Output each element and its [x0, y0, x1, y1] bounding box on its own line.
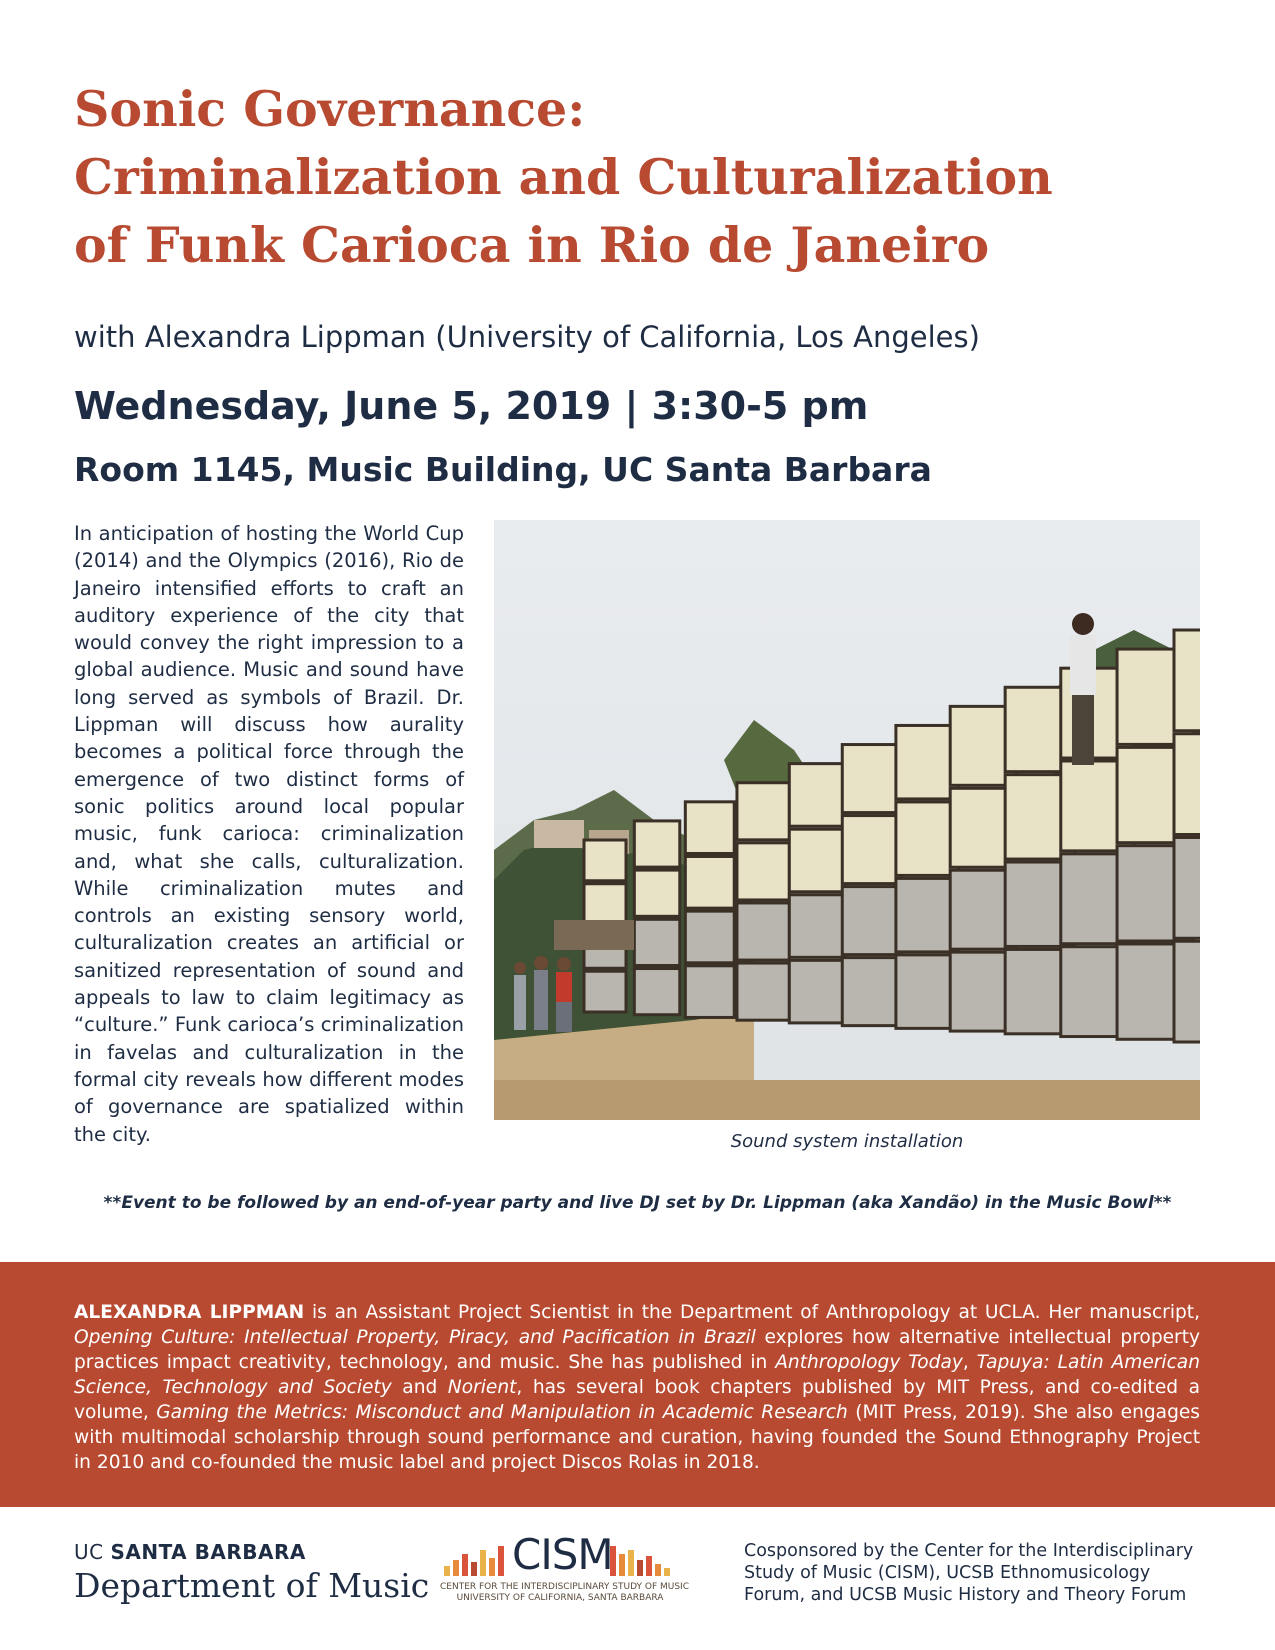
worker-head	[557, 957, 571, 971]
worker-head	[534, 956, 548, 970]
title-line-2: Criminalization and Culturalization	[74, 148, 1053, 206]
speaker-cabinet	[634, 870, 679, 916]
speaker-cabinet	[737, 783, 789, 840]
bio-text: , has several book chapters published by MIT Press, and co-edited a volume,	[74, 1377, 1200, 1423]
bio-volume-title: Gaming the Metrics: Misconduct and Manipulation in Academic Research	[156, 1402, 848, 1423]
sound-system-illustration	[494, 520, 1200, 1120]
man-head	[1072, 613, 1094, 635]
bio-text: explores how alternative intellectual property practices impact creativity, technology, and music. She has published in	[74, 1327, 1200, 1373]
speaker-cabinet	[789, 829, 845, 892]
speaker-cabinet	[634, 821, 679, 867]
speaker-bio	[74, 1300, 1200, 1475]
speaker-cabinet	[842, 887, 901, 955]
cism-bar	[655, 1564, 661, 1576]
ucsb-prefix: UC	[74, 1540, 111, 1564]
cism-bar	[471, 1562, 477, 1576]
speaker-cabinet	[1174, 838, 1200, 939]
ucsb-wordmark	[74, 1540, 429, 1564]
speaker-cabinet	[842, 816, 901, 884]
title-line-1: Sonic Governance:	[74, 80, 586, 138]
speaker-cabinet	[634, 969, 679, 1015]
man-shirt	[1070, 635, 1096, 695]
event-abstract: In anticipation of hosting the World Cup (2014) and the Olympics (2016), Rio de Janeiro intensified efforts to craft an auditory experience of the city that would convey the right impression to a global audience. Music and sound have long served as symbols of Brazil. Dr. Lippman will discuss how aurality becomes a political force through the emergence of two distinct forms of sonic politics around local popular music, funk carioca: criminalization and, what she calls, culturalization. While criminalization mutes and controls an existing sensory world, culturalization creates an artificial or sanitized representation of sound and appeals to law to claim legitimacy as “culture.” Funk carioca’s criminalization in favelas and culturalization in the formal city reveals how different modes of governance are spatialized within the city.	[74, 522, 464, 1146]
department-name: Department of Music	[74, 1566, 430, 1605]
speaker-cabinet	[737, 843, 789, 900]
bio-journal: Tapuya: Latin American Science, Technology and Society	[74, 1352, 1200, 1398]
cism-bar	[453, 1560, 459, 1576]
bio-text: (MIT Press, 2019). She also engages with multimodal scholarship through sound performance and curation, having founded the Sound Ethnography Project in 2010 and co-founded the music label and project Discos Rolas in 2018.	[74, 1402, 1200, 1473]
cism-bar	[444, 1566, 450, 1576]
speaker-cabinet	[1174, 630, 1200, 731]
man-shorts	[1072, 695, 1094, 765]
speaker-cabinet	[634, 919, 679, 965]
cism-bar	[664, 1568, 670, 1576]
bio-text: and	[391, 1377, 448, 1398]
bio-manuscript-title: Opening Culture: Intellectual Property, Piracy, and Pacification in Brazil	[74, 1327, 756, 1348]
worker	[514, 975, 526, 1030]
worker-head	[514, 962, 526, 974]
speaker-cabinet	[685, 856, 734, 908]
speaker-cabinet	[1174, 734, 1200, 835]
speaker-cabinet	[842, 958, 901, 1026]
party-note: **Event to be followed by an end-of-year party and live DJ set by Dr. Lippman (aka Xandão) in the Music Bowl**	[103, 1193, 1172, 1213]
worker-red-shirt	[556, 972, 572, 1002]
title-line-3: of Funk Carioca in Rio de Janeiro	[74, 216, 990, 274]
speaker-cabinet	[1174, 941, 1200, 1042]
house	[534, 820, 584, 848]
cism-bar	[462, 1554, 468, 1576]
speaker-cabinet	[737, 903, 789, 960]
bio-journal: Anthropology Today	[775, 1352, 963, 1373]
bio-text: ,	[962, 1352, 977, 1373]
worker	[534, 970, 548, 1030]
speaker-cabinet	[789, 764, 845, 827]
bio-name: ALEXANDRA LIPPMAN	[74, 1302, 305, 1323]
cism-bar	[637, 1560, 643, 1576]
event-title	[74, 75, 1254, 279]
lifted-cabinet	[554, 920, 634, 950]
ucsb-logo	[74, 1540, 429, 1605]
cism-university: UNIVERSITY OF CALIFORNIA, SANTA BARBARA	[456, 1593, 664, 1603]
worker-pants	[556, 1002, 572, 1032]
cism-bar	[480, 1550, 486, 1576]
speaker-cabinet	[685, 802, 734, 854]
bio-text: is an Assistant Project Scientist in the Department of Anthropology at UCLA. Her manuscript,	[304, 1302, 1200, 1323]
cosponsor-note: Cosponsored by the Center for the Interdisciplinary Study of Music (CISM), UCSB Ethnomusicology Forum, and UCSB Music History and Theory Forum	[744, 1541, 1194, 1605]
cism-wordmark: CISM	[512, 1530, 613, 1579]
speaker-cabinet	[685, 966, 734, 1018]
speaker-cabinet	[789, 895, 845, 958]
ucsb-bold: SANTA BARBARA	[110, 1540, 306, 1564]
speaker-cabinet	[737, 963, 789, 1020]
cism-bar	[619, 1554, 625, 1576]
bio-journal: Norient	[447, 1377, 517, 1398]
cism-bar	[498, 1546, 504, 1576]
speaker-cabinet	[842, 745, 901, 813]
man-on-top	[1070, 613, 1096, 765]
speaker-line: with Alexandra Lippman (University of California, Los Angeles)	[74, 320, 980, 354]
photo-caption: Sound system installation	[730, 1131, 964, 1152]
speaker-cabinet	[685, 911, 734, 963]
sound-system-photo	[494, 520, 1200, 1120]
cism-bar	[628, 1550, 634, 1576]
event-location: Room 1145, Music Building, UC Santa Barbara	[74, 450, 932, 489]
speaker-cabinet	[584, 884, 626, 925]
cism-bar	[489, 1558, 495, 1576]
speaker-cabinet	[789, 960, 845, 1023]
cism-bar	[646, 1556, 652, 1576]
cism-logo	[440, 1530, 689, 1610]
event-datetime: Wednesday, June 5, 2019 | 3:30-5 pm	[74, 384, 869, 428]
ground-front	[494, 1080, 1200, 1120]
speaker-cabinet	[584, 840, 626, 881]
cism-subtitle: CENTER FOR THE INTERDISCIPLINARY STUDY OF MUSIC	[440, 1582, 689, 1592]
speaker-cabinet	[584, 971, 626, 1012]
